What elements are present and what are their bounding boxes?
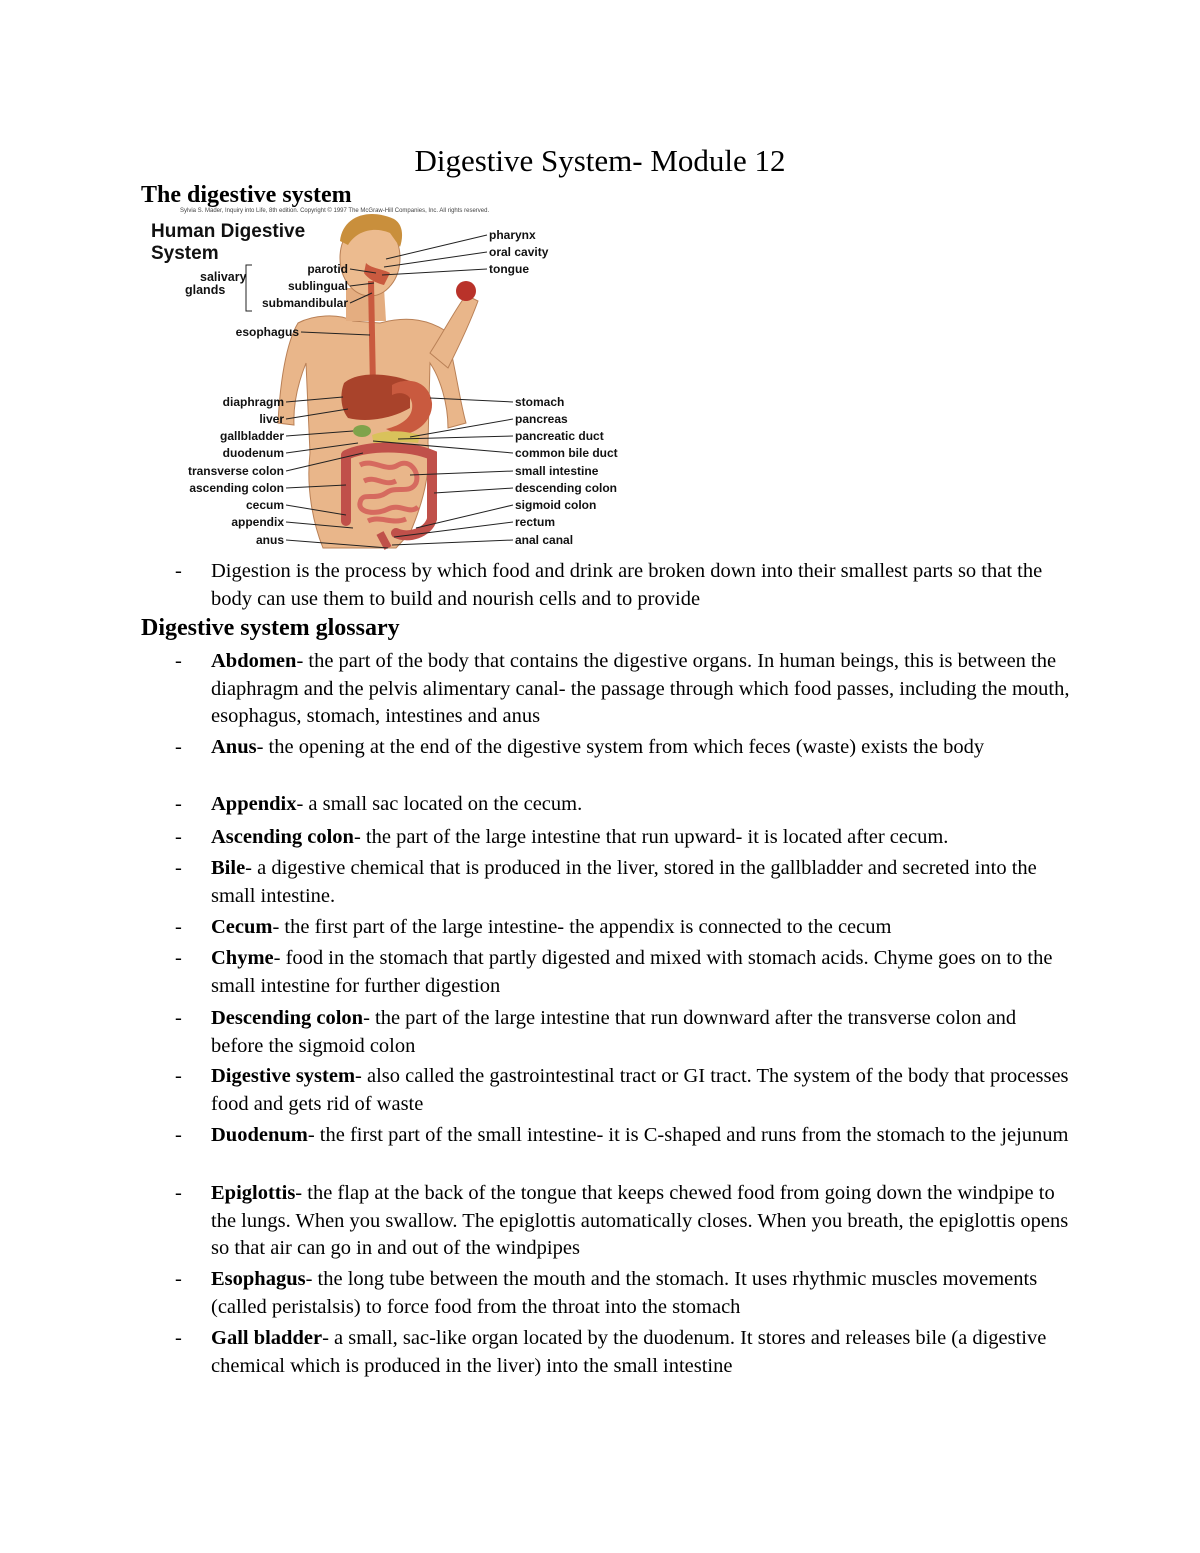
glossary-definition: - a small, sac-like organ located by the duodenum. It stores and releases bile (a digestive chemical which is produced in the liver) into the small intestine xyxy=(211,1327,1047,1377)
glossary-definition: - the first part of the small intestine- it is C-shaped and runs from the stomach to the jejunum xyxy=(307,1124,1069,1146)
glossary-definition: - a small sac located on the cecum. xyxy=(296,793,583,815)
glossary-term: Cecum xyxy=(211,916,273,938)
glossary-item-descending-colon: - Descending colon- the part of the large intestine that run downward after the transverse colon and before the sigmoid colon xyxy=(175,1007,1017,1057)
label-salivary: salivary xyxy=(200,270,247,284)
glossary-item-esophagus: - Esophagus- the long tube between the mouth and the stomach. It uses rhythmic muscles movements (called peristalsis) to force food from the throat into the stomach xyxy=(175,1268,1038,1318)
glossary-term: Chyme xyxy=(211,947,274,969)
glossary-item-bile: - Bile- a digestive chemical that is produced in the liver, stored in the gallbladder and secreted into the small intestine. xyxy=(175,857,1037,907)
label-cecum: cecum xyxy=(245,498,284,512)
glossary-item-appendix: - Appendix- a small sac located on the cecum. xyxy=(175,793,583,815)
section-heading-glossary: Digestive system glossary xyxy=(141,615,400,641)
label-esophagus: esophagus xyxy=(235,325,299,339)
label-appendix: appendix xyxy=(231,515,284,529)
label-small-intestine: small intestine xyxy=(515,464,599,478)
label-sublingual: sublingual xyxy=(288,279,348,293)
section-heading-digestive-system: The digestive system xyxy=(141,182,352,208)
glossary-term: Esophagus xyxy=(211,1268,306,1290)
label-gallbladder: gallbladder xyxy=(219,429,284,443)
label-ascending-colon: ascending colon xyxy=(189,481,284,495)
label-descending-colon: descending colon xyxy=(515,481,618,495)
figure-credit: Sylvia S. Mader, Inquiry into Life, 8th edition. Copyright © 1997 The McGraw-Hill Companies, Inc. All rights reserved. xyxy=(180,208,490,214)
label-rectum: rectum xyxy=(515,515,556,529)
label-submandibular: submandibular xyxy=(261,296,348,310)
label-common-bile-duct: common bile duct xyxy=(515,446,618,460)
label-anus: anus xyxy=(255,533,284,547)
glossary-definition: - the first part of the large intestine- the appendix is connected to the cecum xyxy=(272,916,892,938)
glossary-term: Ascending colon xyxy=(211,826,354,848)
glossary-item-cecum: - Cecum- the first part of the large intestine- the appendix is connected to the cecum xyxy=(175,916,892,938)
glossary-item-epiglottis: - Epiglottis- the flap at the back of the tongue that keeps chewed food from going down the windpipe to the lungs. When you swallow. The epiglottis automatically closes. When you breath, the epiglottis opens so that air can go in and out of the windpipes xyxy=(175,1182,1069,1259)
glossary-definition: - the part of the body that contains the digestive organs. In human beings, this is between the diaphragm and the pelvis alimentary canal- the passage through which food passes, including the mouth, esophagus, stomach, intestines and anus xyxy=(211,650,1070,727)
glossary-item-ascending-colon: - Ascending colon- the part of the large intestine that run upward- it is located after cecum. xyxy=(175,826,949,848)
glossary-term: Duodenum xyxy=(211,1124,308,1146)
label-tongue: tongue xyxy=(489,262,529,276)
glossary-definition: - also called the gastrointestinal tract or GI tract. The system of the body that processes food and gets rid of waste xyxy=(211,1065,1069,1115)
glossary-item-abdomen: - Abdomen- the part of the body that contains the digestive organs. In human beings, this is between the diaphragm and the pelvis alimentary canal- the passage through which food passes, including the mouth, esophagus, stomach, intestines and anus xyxy=(175,650,1070,727)
figure-title-line2: System xyxy=(151,243,219,264)
glossary-item-anus: - Anus- the opening at the end of the digestive system from which feces (waste) exists the body xyxy=(175,736,985,758)
label-pancreatic-duct: pancreatic duct xyxy=(515,429,604,443)
glossary-term: Appendix xyxy=(211,793,297,815)
figure-title-line1: Human Digestive xyxy=(151,221,306,242)
glossary-item-duodenum: - Duodenum- the first part of the small intestine- it is C-shaped and runs from the stomach to the jejunum xyxy=(175,1124,1069,1146)
glossary-definition: - the long tube between the mouth and the stomach. It uses rhythmic muscles movements (called peristalsis) to force food from the throat into the stomach xyxy=(211,1268,1038,1318)
intro-text: Digestion is the process by which food and drink are broken down into their smallest parts so that the body can use them to build and nourish cells and to provide xyxy=(211,560,1043,610)
label-duodenum: duodenum xyxy=(222,446,284,460)
label-sigmoid-colon: sigmoid colon xyxy=(515,498,597,512)
page-title: Digestive System- Module 12 xyxy=(414,143,786,178)
label-liver: liver xyxy=(259,412,284,426)
glossary-term: Anus xyxy=(211,736,257,758)
glossary-definition: - the flap at the back of the tongue that keeps chewed food from going down the windpipe to the lungs. When you swallow. The epiglottis automatically closes. When you breath, the epiglottis opens so that air can go in and out of the windpipes xyxy=(211,1182,1069,1259)
list-bullet: - xyxy=(175,560,182,582)
label-pancreas: pancreas xyxy=(515,412,568,426)
glossary-definition: - the part of the large intestine that run upward- it is located after cecum. xyxy=(353,826,949,848)
glossary-definition: - the opening at the end of the digestive system from which feces (waste) exists the body xyxy=(256,736,985,758)
glossary-term: Digestive system xyxy=(211,1065,356,1087)
glossary-term: Bile xyxy=(211,857,246,879)
list-item-intro xyxy=(175,558,1071,613)
glossary-item-chyme: - Chyme- food in the stomach that partly digested and mixed with stomach acids. Chyme goes on to the small intestine for further digestion xyxy=(175,947,1053,997)
label-glands: glands xyxy=(185,283,226,297)
human-digestive-system-figure xyxy=(148,203,618,553)
label-transverse-colon: transverse colon xyxy=(187,464,284,478)
glossary-term: Abdomen xyxy=(211,650,297,672)
label-stomach: stomach xyxy=(515,395,565,409)
label-parotid: parotid xyxy=(307,262,348,276)
glossary-term: Descending colon xyxy=(211,1007,364,1029)
glossary-term: Epiglottis xyxy=(211,1182,296,1204)
glossary-item-digestive-system: - Digestive system- also called the gastrointestinal tract or GI tract. The system of the body that processes food and gets rid of waste xyxy=(175,1065,1069,1115)
glossary-definition: - food in the stomach that partly digested and mixed with stomach acids. Chyme goes on to the small intestine for further digestion xyxy=(211,947,1053,997)
gallbladder-shape xyxy=(353,425,371,437)
label-anal-canal: anal canal xyxy=(515,533,574,547)
label-oral-cavity: oral cavity xyxy=(489,245,549,259)
glossary-item-gall-bladder: - Gall bladder- a small, sac-like organ located by the duodenum. It stores and releases bile (a digestive chemical which is produced in the liver) into the small intestine xyxy=(175,1327,1047,1377)
label-pharynx: pharynx xyxy=(489,228,536,242)
label-diaphragm: diaphragm xyxy=(222,395,284,409)
glossary-definition: - a digestive chemical that is produced in the liver, stored in the gallbladder and secreted into the small intestine. xyxy=(211,857,1037,907)
glossary-term: Gall bladder xyxy=(211,1327,323,1349)
glossary-definition: - the part of the large intestine that run downward after the transverse colon and before the sigmoid colon xyxy=(211,1007,1017,1057)
